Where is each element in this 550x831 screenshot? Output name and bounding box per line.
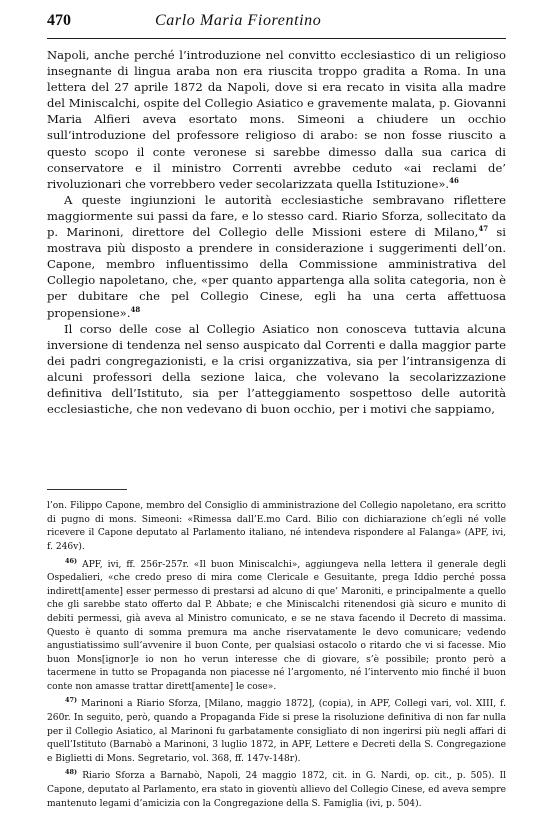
footnote-ref-47: 47: [478, 224, 489, 234]
footnotes: [47, 500, 506, 811]
running-title: Carlo Maria Fiorentino: [155, 12, 322, 29]
main-text: [47, 47, 506, 417]
footnote-46: $^{46)}$ APF, ivi, ff. 256r-257r. «Il buon Miniscalchi», aggiungeva nella lettera il generale degli Ospedalieri, «che credo preso di mira come Clericale e Gesuitante, prega Iddio perché possa indirett[amente] esser permesso di prestarsi ad alcuno di que’ Maroniti, e principalmente a quello che gli sarebbe stato offerto dal P. Abbate; e che Miniscalchi ritenendosi già sicuro e munito di debiti permessi, già aveva al Ministro comunicato, e se ne stava facendo il Decreto di massima. Questo è quanto di somma premura ma anche riservatamente le devo comunicare; vedendo angustiatissimo sull’avvenire il buon Conte, per qualsiasi ostacolo o ritardo che vi si facesse. Mio buon Mons[ignor]e io non ho verun interesse che di giovare, s’è possibile; pronto però a tacermene in tutto se Propaganda non piacesse né l’argomento, né l’intervento mio finché il buon conte non amasse trattar dirett[amente] le cose».: [47, 556, 506, 692]
page-header: [47, 12, 506, 39]
page-number: 470: [47, 12, 71, 29]
footnote-divider: [47, 489, 127, 490]
paragraph-1: Napoli, anche perché l’introduzione nel convitto ecclesiastico di un religioso insegnante di lingua araba non era riuscita troppo gradita a Roma. In una lettera del 27 aprile 1872 da Napoli, dove si era recato in visita alla madre del Miniscalchi, ospite del Collegio Asiatico e gravemente malata, p. Giovanni Maria Alfieri aveva esortato mons. Simeoni a chiudere un occhio sull’introduzione del professore religioso di arabo: se non fosse riuscito a questo scopo il conte veronese si sarebbe dimesso dalla sua carica di conservatore e il ministro Correnti avrebbe ceduto «ai reclami de’ rivoluzionari che vorrebbero veder secolarizzata quella Istituzione».$^{46}$: [47, 48, 506, 191]
footnote-48: $^{48)}$ Riario Sforza a Barnabò, Napoli, 24 maggio 1872, cit. in G. Nardi, op. cit., p. 505). Il Capone, deputato al Parlamento, era stato in gioventù allievo del Collegio Cinese, ed aveva sempre mantenuto legami d’amicizia con la Congregazione della S. Famiglia (ivi, p. 504).: [47, 768, 506, 809]
footnote-ref-48: 48: [130, 304, 141, 314]
footnote-ref-46: 46: [449, 175, 459, 185]
footnote-continuation: l’on. Filippo Capone, membro del Consiglio di amministrazione del Collegio napoletano, era scritto di pugno di mons. Simeoni: «Rimessa dall’E.mo Card. Bilio con dichiarazione ch’egli né volle ricevere il Capone deputato al Parlamento italiano, né intendeva rispondere al Falanga» (APF, ivi, f. 246v).: [47, 501, 506, 552]
footnote-47: $^{47)}$ Marinoni a Riario Sforza, [Milano, maggio 1872], (copia), in APF, Collegi vari, vol. XIII, f. 260r. In seguito, però, quando a Propaganda Fide si prese la risoluzione definitiva di non far nulla per il Collegio Asiatico, al Marinoni fu garbatamente consigliato di non ingerirsi più negli affari di quell’Istituto (Barnabò a Marinoni, 3 luglio 1872, in APF, Lettere e Decreti della S. Congregazione e Biglietti di Mons. Segretario, vol. 368, ff. 147v-148r).: [47, 696, 506, 764]
paragraph-2: A queste ingiunzioni le autorità ecclesiastiche sembravano riflettere maggiormente sui passi da fare, e lo stesso card. Riario Sforza, sollecitato da p. Marinoni, direttore del Collegio delle Missioni estere di Milano,$^{47}$ si mostrava più disposto a prendere in considerazione i suggerimenti dell’on. Capone, membro influentissimo della Commissione amministrativa del Collegio napoletano, che, «per quanto appartenga alla solita categoria, non è per dubitare che pel Collegio Cinese, egli ha una certa affettuosa propensione».$^{48}$: [47, 192, 506, 320]
paragraph-3: Il corso delle cose al Collegio Asiatico non conosceva tuttavia alcuna inversione di tendenza nel senso auspicato dal Correnti e dalla maggior parte dei padri congregazionisti, e la crisi organizzativa, sia per l’intransigenza di alcuni professori della sezione laica, che volevano la secolarizzazione definitiva dell’Istituto, sia per l’atteggiamento sospettoso delle autorità ecclesiastiche, che non vedevano di buon occhio, per i motivi che sappiamo,: [47, 321, 506, 417]
